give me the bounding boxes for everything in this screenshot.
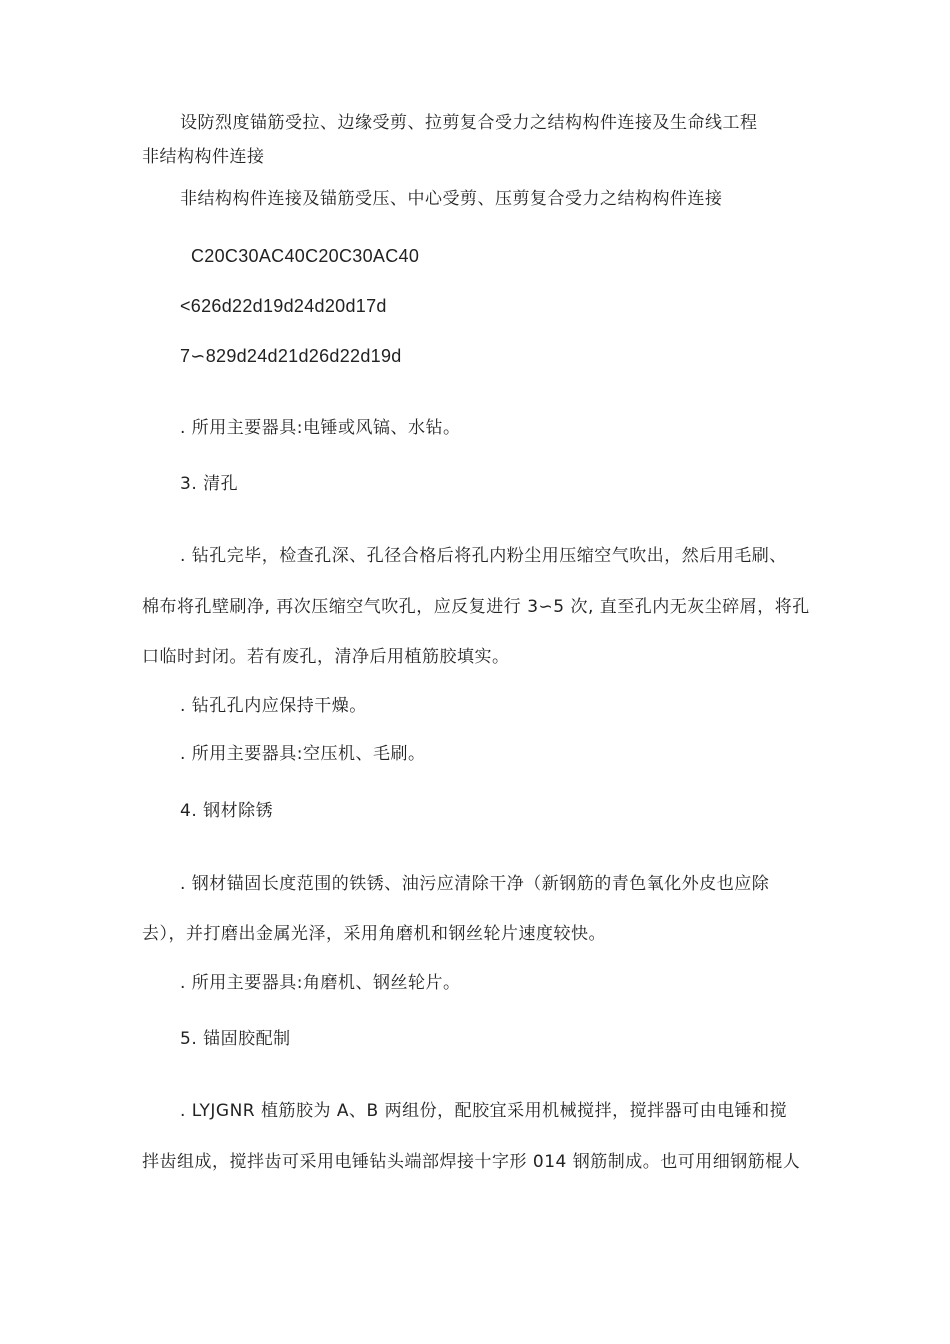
list-item: . 钻孔孔内应保持干燥。 — [180, 696, 367, 716]
paragraph-line: 去），并打磨出金属光泽，采用角磨机和钢丝轮片速度较快。 — [142, 924, 606, 944]
table-row-values-2: 7∽829d24d21d26d22d19d — [180, 346, 402, 366]
paragraph-line: 非结构构件连接及锚筋受压、中心受剪、压剪复合受力之结构构件连接 — [180, 189, 723, 209]
list-item: . 所用主要器具:电锤或风镐、水钻。 — [180, 418, 461, 438]
table-row-values-1: <626d22d19d24d20d17d — [180, 296, 387, 316]
list-item: . 所用主要器具:角磨机、钢丝轮片。 — [180, 973, 461, 993]
paragraph-line: . LYJGNR 植筋胶为 A、B 两组份，配胶宜采用机械搅拌，搅拌器可由电锤和搅 — [180, 1101, 788, 1121]
paragraph-line: 设防烈度锚筋受拉、边缘受剪、拉剪复合受力之结构构件连接及生命线工程 — [180, 113, 758, 133]
paragraph-line: 棉布将孔壁刷净, 再次压缩空气吹孔，应反复进行 3∽5 次, 直至孔内无灰尘碎屑，将孔 — [142, 597, 810, 617]
paragraph-line: 非结构构件连接 — [142, 147, 265, 167]
paragraph-line: 口临时封闭。若有废孔，清净后用植筋胶填实。 — [142, 647, 510, 667]
section-heading: 4. 钢材除锈 — [180, 801, 274, 821]
list-item: . 所用主要器具:空压机、毛刷。 — [180, 744, 426, 764]
paragraph-line: 拌齿组成，搅拌齿可采用电锤钻头端部焊接十字形 014 钢筋制成。也可用细钢筋棍人 — [142, 1152, 801, 1172]
table-row-grades: C20C30AC40C20C30AC40 — [191, 246, 420, 266]
paragraph-line: . 钢材锚固长度范围的铁锈、油污应清除干净（新钢筋的青色氧化外皮也应除 — [180, 874, 770, 894]
section-heading: 5. 锚固胶配制 — [180, 1029, 291, 1049]
paragraph-line: . 钻孔完毕，检查孔深、孔径合格后将孔内粉尘用压缩空气吹出，然后用毛刷、 — [180, 546, 787, 566]
section-heading: 3. 清孔 — [180, 474, 239, 494]
